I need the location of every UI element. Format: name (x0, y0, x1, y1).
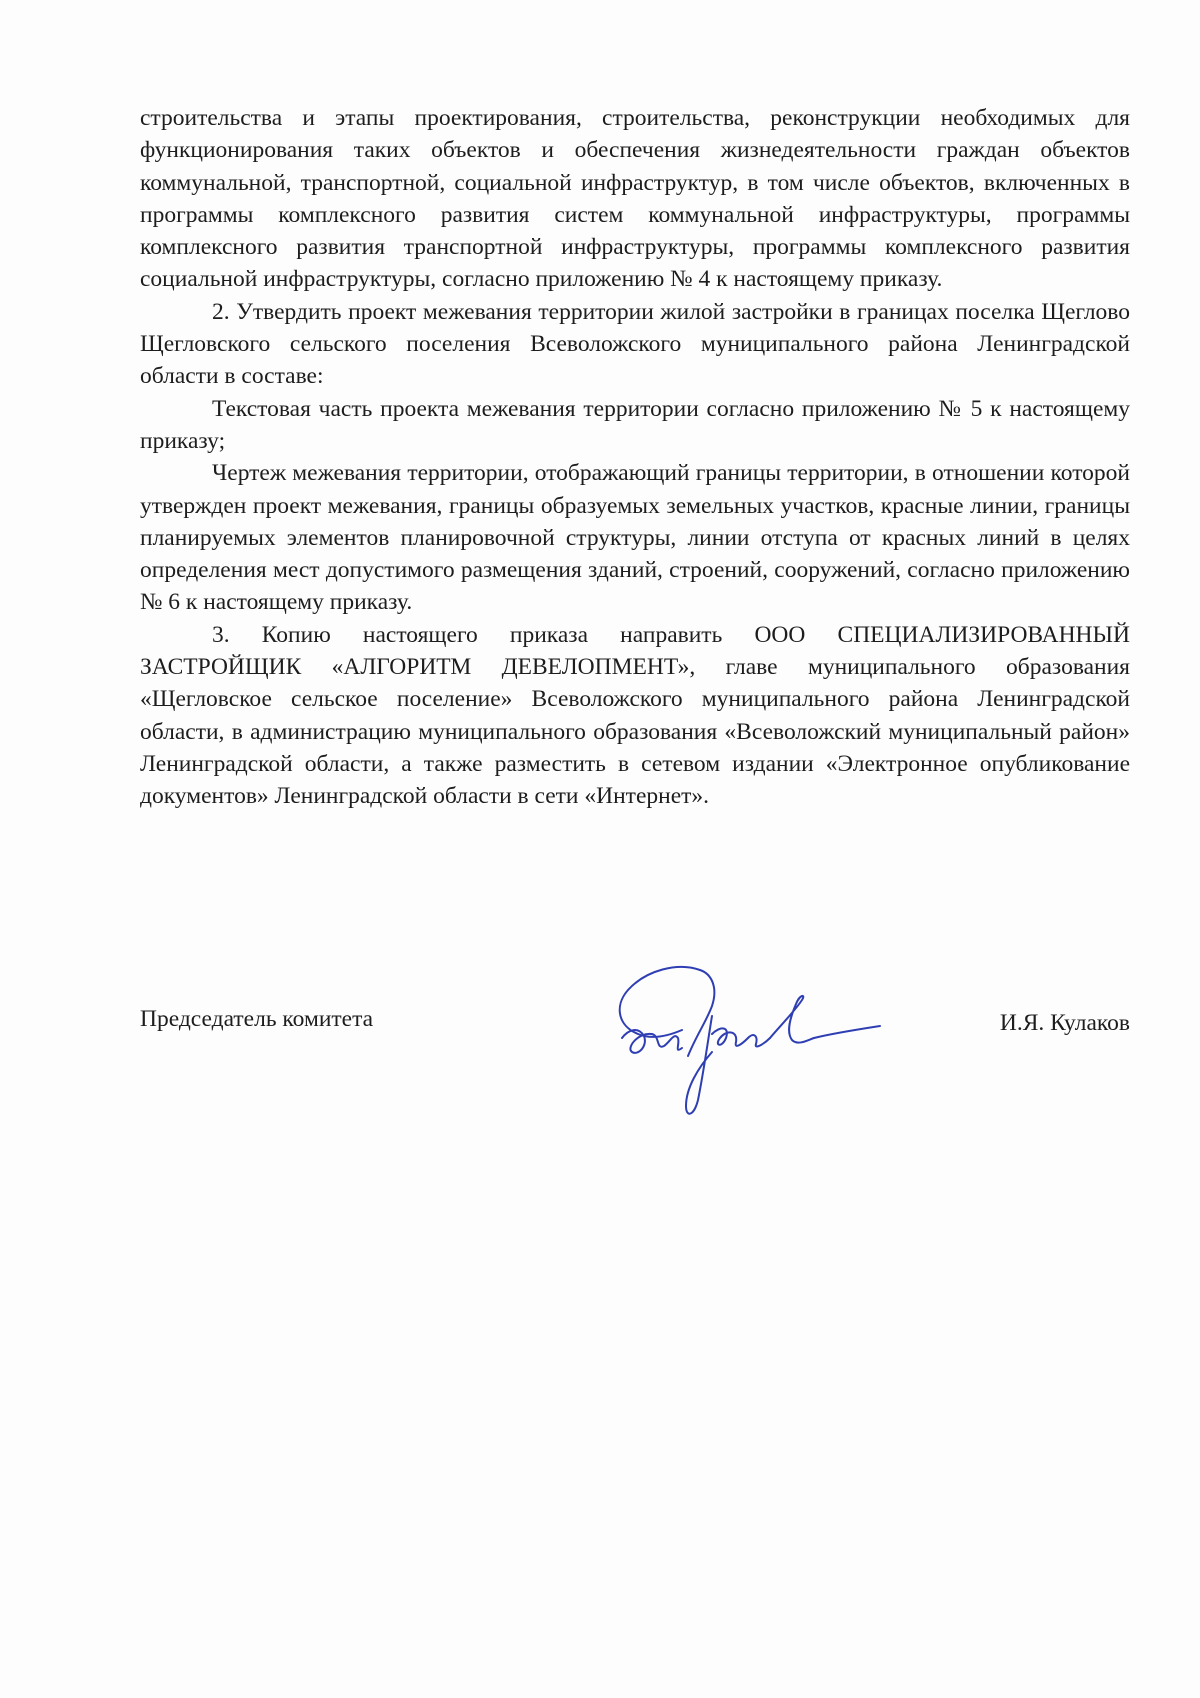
paragraph-item-3: 3. Копию настоящего приказа направить ООО СПЕЦИАЛИЗИРОВАННЫЙ ЗАСТРОЙЩИК «АЛГОРИТМ ДЕВЕЛОПМЕНТ», главе муниципального образования «Щегловское сельское поселение» Всеволожского муниципального района Ленинградской области, в администрацию муниципального образования «Всеволожский муниципальный район» Ленинградской области, а также разместить в сетевом издании «Электронное опубликование документов» Ленинградской области в сети «Интернет». (140, 621, 1130, 810)
paragraph-drawing: Чертеж межевания территории, отображающий границы территории, в отношении которой утвержден проект межевания, границы образуемых земельных участков, красные линии, границы планируемых элементов планировочной структуры, линии отступа от красных линий в целях определения мест допустимого размещения зданий, строений, сооружений, согласно приложению № 6 к настоящему приказу. (140, 460, 1130, 616)
document-body (140, 102, 1130, 813)
signatory-position: Председатель комитета (140, 1006, 374, 1032)
handwritten-signature (608, 960, 888, 1120)
paragraph-item-2: 2. Утвердить проект межевания территории жилой застройки в границах поселка Щеглово Щегловского сельского поселения Всеволожского муниципального района Ленинградской области в составе: (140, 298, 1130, 390)
paragraph-continuation: строительства и этапы проектирования, строительства, реконструкции необходимых для функционирования таких объектов и обеспечения жизнедеятельности граждан объектов коммунальной, транспортной, социальной инфраструктур, в том числе объектов, включенных в программы комплексного развития систем коммунальной инфраструктуры, программы комплексного развития транспортной инфраструктуры, программы комплексного развития социальной инфраструктуры, согласно приложению № 4 к настоящему приказу. (140, 105, 1130, 293)
signature-block (140, 960, 1130, 1120)
signatory-name: И.Я. Кулаков (999, 1010, 1130, 1036)
paragraph-text-part: Текстовая часть проекта межевания территории согласно приложению № 5 к настоящему приказу; (140, 395, 1130, 454)
